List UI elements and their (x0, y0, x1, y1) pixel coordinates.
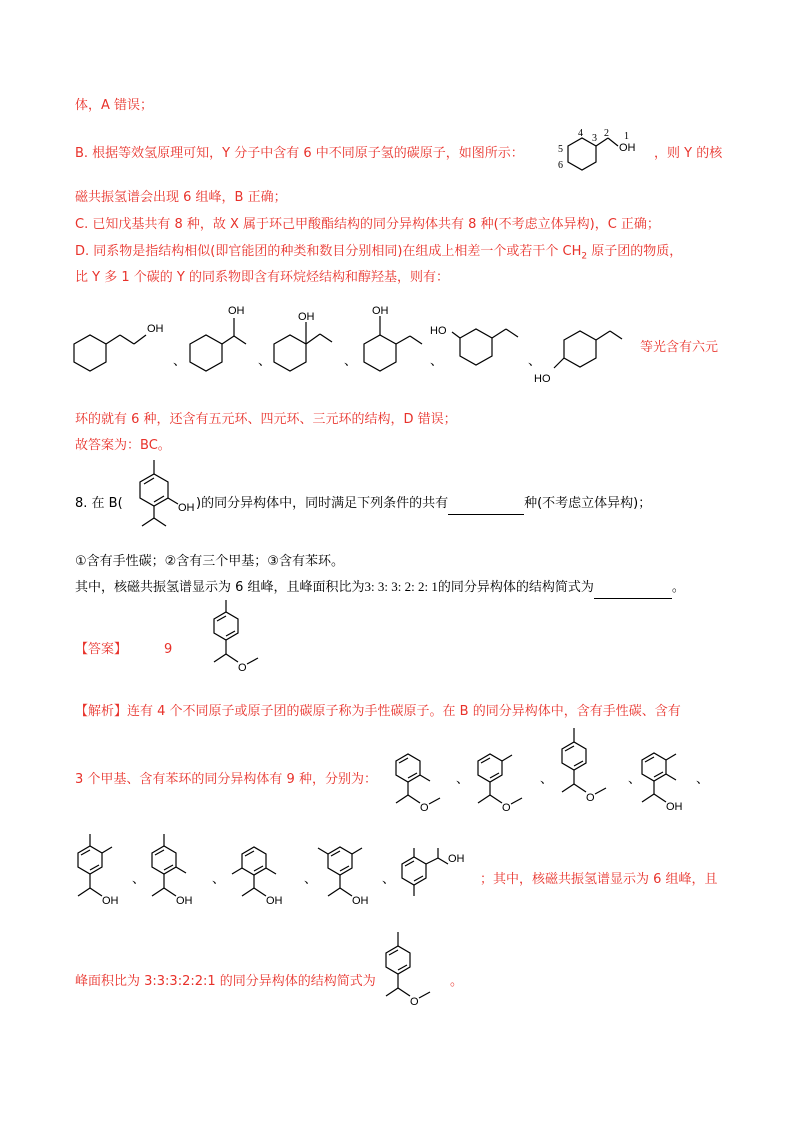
separator: 、 (258, 354, 272, 369)
conditions: ①含有手性碳；②含有三个甲基；③含有苯环。 (75, 554, 344, 569)
separator: 、 (173, 354, 187, 369)
text-line: 故答案为：BC。 (75, 438, 171, 453)
separator: 、 (540, 772, 554, 787)
svg-text:O: O (238, 662, 247, 674)
text-line: B. 根据等效氢原理可知，Y 分子中含有 6 中不同原子氢的碳原子，如图所示： (75, 146, 524, 161)
separator: 、 (456, 772, 470, 787)
svg-text:OH: OH (228, 305, 245, 317)
svg-text:O: O (586, 792, 595, 804)
separator: 、 (528, 354, 542, 369)
question-8-prefix: 8. 在 B( (75, 496, 123, 511)
explanation-line: ；其中，核磁共振氢谱显示为 6 组峰，且 (480, 872, 718, 887)
svg-text:O: O (410, 996, 419, 1008)
structure-homolog-4 (356, 296, 436, 380)
question-8-ratio: 其中，核磁共振氢谱显示为 6 组峰，且峰面积比为3: 3: 3: 2: 2: 1的同分异构体的结构简式为 。 (75, 577, 685, 599)
svg-text:4: 4 (578, 128, 583, 139)
text-line: 等光含有六元 (640, 340, 719, 355)
structure-y-numbered (552, 128, 642, 180)
structure-isomer-2 (470, 745, 540, 825)
svg-text:OH: OH (666, 801, 683, 813)
text-line: 环的就有 6 种，还含有五元环、四元环、三元环的结构，D 错误； (75, 412, 457, 427)
answer-blank (594, 578, 672, 599)
svg-text:O: O (502, 802, 511, 814)
structure-final-answer (376, 930, 446, 1030)
structure-isomer-7 (228, 840, 308, 924)
structure-homolog-6 (534, 310, 634, 390)
svg-text:OH: OH (102, 895, 119, 907)
svg-text:OH: OH (372, 305, 389, 317)
structure-isomer-5 (66, 832, 136, 922)
text-line: C. 已知戊基共有 8 种，故 X 属于环己甲酸酯结构的同分异构体共有 8 种(不考虑立体异构)，C 正确； (75, 217, 660, 232)
svg-text:OH: OH (178, 502, 195, 514)
answer-blank (448, 494, 524, 515)
svg-text:OH: OH (147, 323, 164, 335)
explanation-end: 。 (450, 974, 464, 989)
text-line: 比 Y 多 1 个碳的 Y 的同系物即含有环烷烃结构和醇羟基，则有： (75, 270, 449, 285)
separator: 、 (430, 354, 444, 369)
separator: 、 (628, 772, 642, 787)
structure-isomer-3 (552, 726, 622, 826)
question-8-text: )的同分异构体中，同时满足下列条件的共有 种(不考虑立体异构)； (196, 494, 651, 515)
answer-value: 9 (164, 642, 173, 657)
separator: 、 (132, 872, 146, 887)
separator: 、 (382, 872, 396, 887)
structure-homolog-1 (70, 312, 180, 380)
svg-text:OH: OH (298, 311, 315, 323)
separator: 、 (344, 354, 358, 369)
explanation-line: 【解析】连有 4 个不同原子或原子团的碳原子称为手性碳原子。在 B 的同分异构体中，含有手性碳、含有 (75, 704, 681, 719)
separator: 、 (696, 772, 710, 787)
svg-text:1: 1 (624, 131, 629, 142)
structure-isomer-6 (142, 832, 212, 922)
separator: 、 (212, 872, 226, 887)
text-line: 体，A 错误； (75, 98, 154, 113)
text-line: ，则 Y 的核 (654, 146, 723, 161)
svg-text:OH: OH (352, 895, 369, 907)
structure-isomer-4 (632, 740, 702, 830)
svg-text:HO: HO (534, 373, 551, 385)
structure-answer (204, 598, 274, 686)
structure-homolog-5 (430, 312, 530, 380)
structure-homolog-3 (270, 300, 350, 380)
svg-text:OH: OH (176, 895, 193, 907)
svg-text:HO: HO (430, 325, 447, 337)
svg-text:6: 6 (558, 160, 563, 171)
text-line: 磁共振氢谱会出现 6 组峰，B 正确； (75, 190, 287, 205)
svg-text:3: 3 (592, 133, 597, 144)
structure-homolog-2 (184, 300, 264, 380)
structure-b (120, 456, 200, 540)
structure-isomer-1 (388, 745, 458, 825)
answer-label: 【答案】 (75, 642, 128, 657)
explanation-line: 3 个甲基、含有苯环的同分异构体有 9 种，分别为： (75, 772, 377, 787)
svg-text:2: 2 (604, 128, 609, 139)
svg-text:5: 5 (558, 144, 563, 155)
separator: 、 (304, 872, 318, 887)
svg-text:OH: OH (619, 142, 636, 154)
svg-text:OH: OH (448, 853, 465, 865)
structure-isomer-9 (394, 848, 474, 928)
text-line: D. 同系物是指结构相似(即官能团的种类和数目分别相同)在组成上相差一个或若干个 $CH_2$ 原子团的物质， (75, 244, 683, 262)
svg-text:OH: OH (266, 895, 283, 907)
svg-text:O: O (420, 802, 429, 814)
explanation-line: 峰面积比为 3:3:3:2:2:1 的同分异构体的结构简式为 (75, 974, 376, 989)
